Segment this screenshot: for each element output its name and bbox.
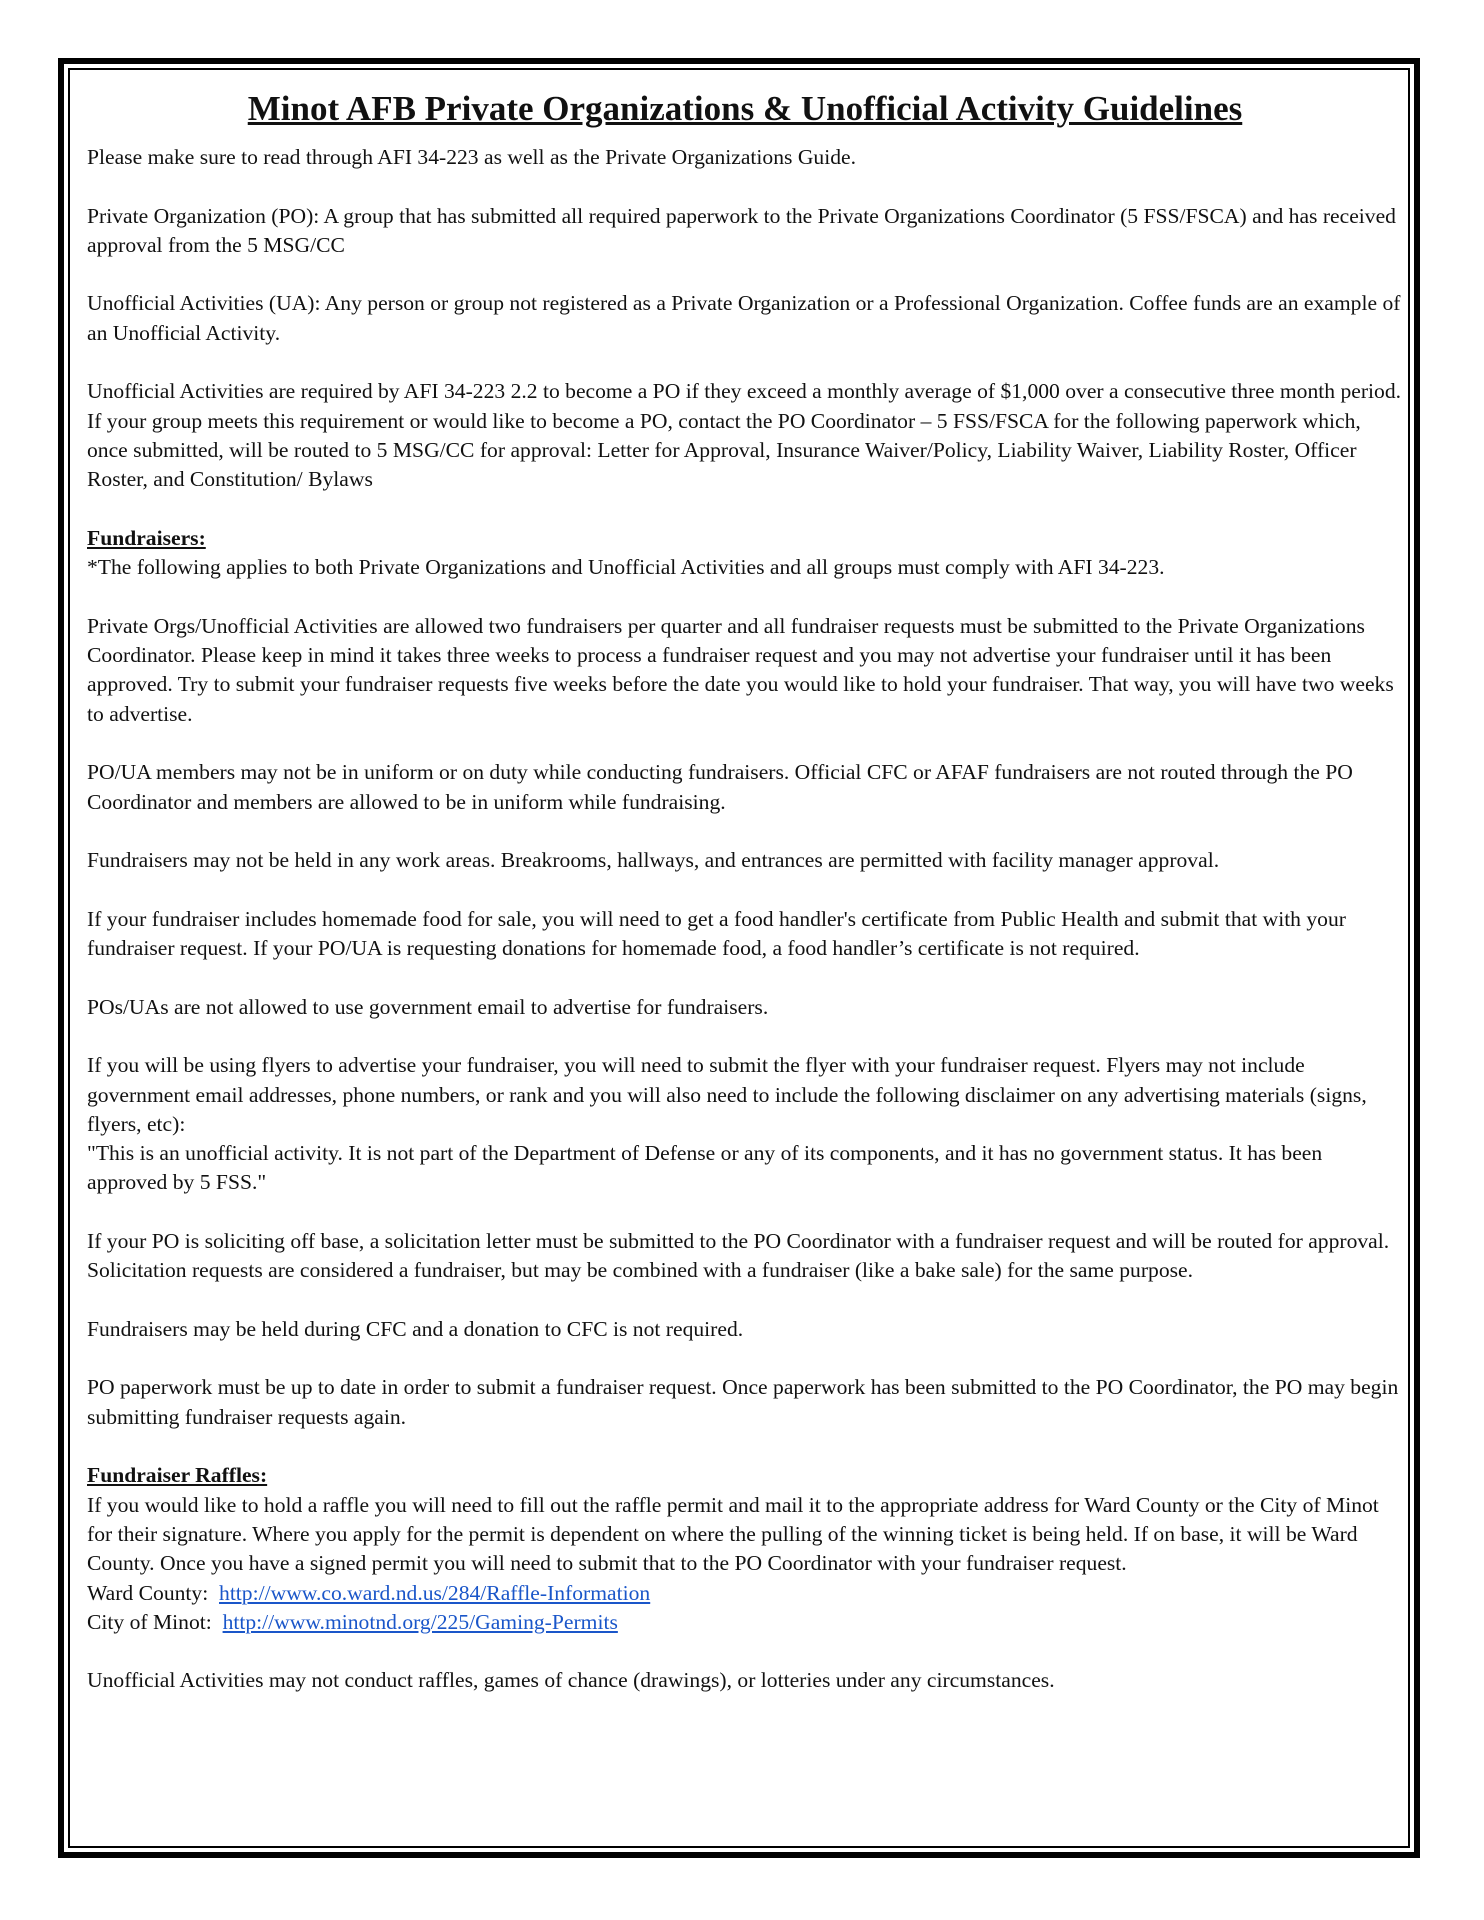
po-definition-paragraph: Private Organization (PO): A group that has submitted all required paperwork to the Private Organizations Coordinator (5 FSS/FSCA) and has received approval from the 5 MSG/CC [87,203,1396,257]
flyers-section [87,1051,1403,1197]
fundraiser-paragraph: Fundraisers may not be held in any work areas. Breakrooms, hallways, and entrances are permitted with facility manager approval. [87,848,1220,873]
fundraiser-paragraph: Fundraisers may be held during CFC and a donation to CFC is not required. [87,1316,744,1341]
city-of-minot-label: City of Minot: [87,1609,212,1634]
ward-county-link[interactable]: http://www.co.ward.nd.us/284/Raffle-Information [219,1580,651,1605]
city-of-minot-link[interactable]: http://www.minotnd.org/225/Gaming-Permits [222,1609,618,1634]
ward-county-line [87,1579,1403,1608]
disclaimer-quote: "This is an unofficial activity. It is not part of the Department of Defense or any of its components, and it has no government status. It has been approved by 5 FSS." [87,1141,1323,1195]
raffles-section [87,1461,1403,1637]
fundraiser-paragraph: If your fundraiser includes homemade food for sale, you will need to get a food handler's certificate from Public Health and submit that with your fundraiser request. If your PO/UA is requesting donations for homemade food, a food handler’s certificate is not required. [87,906,1346,961]
flyers-paragraph: If you will be using flyers to advertise your fundraiser, you will need to submit the flyer with your fundraiser request. Flyers may not include government email addresses, phone numbers, or rank and you will also need to include the following disclaimer on any advertising materials (signs, flyers, etc): [87,1053,1367,1136]
document-body [87,86,1403,1725]
fundraiser-paragraph: PO paperwork must be up to date in order to submit a fundraiser request. Once paperwork has been submitted to the PO Coordinator, the PO may begin submitting fundraiser requests again. [87,1375,1399,1429]
city-of-minot-line [87,1608,1403,1637]
ua-definition-paragraph: Unofficial Activities (UA): Any person or group not registered as a Private Organization or a Professional Organization. Coffee funds are an example of an Unofficial Activity. [87,291,1401,345]
fundraiser-paragraph: Private Orgs/Unofficial Activities are allowed two fundraisers per quarter and all fundraiser requests must be submitted to the Private Organizations Coordinator. Please keep in mind it takes three weeks to process a fundraiser request and you may not advertise your fundraiser until it has been approved. Try to submit your fundraiser requests five weeks before the date you would like to hold your fundraiser. That way, you will have two weeks to advertise. [87,613,1394,726]
ward-county-label: Ward County: [87,1580,209,1605]
fundraiser-paragraph: If your PO is soliciting off base, a solicitation letter must be submitted to the PO Coordinator with a fundraiser request and will be routed for approval. Solicitation requests are considered a fundraiser, but may be combined with a fundraiser (like a bake sale) for the same purpose. [87,1228,1390,1283]
ua-requirement-paragraph: Unofficial Activities are required by AFI 34-223 2.2 to become a PO if they exceed a monthly average of $1,000 over a consecutive three month period. If your group meets this requirement or would like to become a PO, contact the PO Coordinator – 5 FSS/FSCA for the following paperwork which, once submitted, will be routed to 5 MSG/CC for approval: Letter for Approval, Insurance Waiver/Policy, Liability Waiver, Liability Roster, Officer Roster, and Constitution/ Bylaws [87,379,1402,492]
fundraisers-heading: Fundraisers: [87,525,206,550]
fundraiser-paragraph: PO/UA members may not be in uniform or on duty while conducting fundraisers. Official CFC or AFAF fundraisers are not routed through the PO Coordinator and members are allowed to be in uniform while fundraising. [87,760,1353,814]
intro-paragraph: Please make sure to read through AFI 34-223 as well as the Private Organizations Guide. [87,145,856,169]
fundraisers-section [87,524,1403,583]
fundraisers-note: *The following applies to both Private Organizations and Unofficial Activities and all groups must comply with AFI 34-223. [87,555,1165,580]
raffles-body: If you would like to hold a raffle you will need to fill out the raffle permit and mail it to the appropriate address for Ward County or the City of Minot for their signature. Where you apply for the permit is dependent on where the pulling of the winning ticket is being held. If on base, it will be Ward County. Once you have a signed permit you will need to submit that to the PO Coordinator with your fundraiser request. [87,1492,1379,1576]
fundraiser-paragraph: POs/UAs are not allowed to use government email to advertise for fundraisers. [87,994,769,1019]
closing-paragraph: Unofficial Activities may not conduct raffles, games of chance (drawings), or lotteries under any circumstances. [87,1668,1055,1693]
raffles-heading: Fundraiser Raffles: [87,1463,268,1488]
page-title: Minot AFB Private Organizations & Unofficial Activity Guidelines [247,89,1243,128]
